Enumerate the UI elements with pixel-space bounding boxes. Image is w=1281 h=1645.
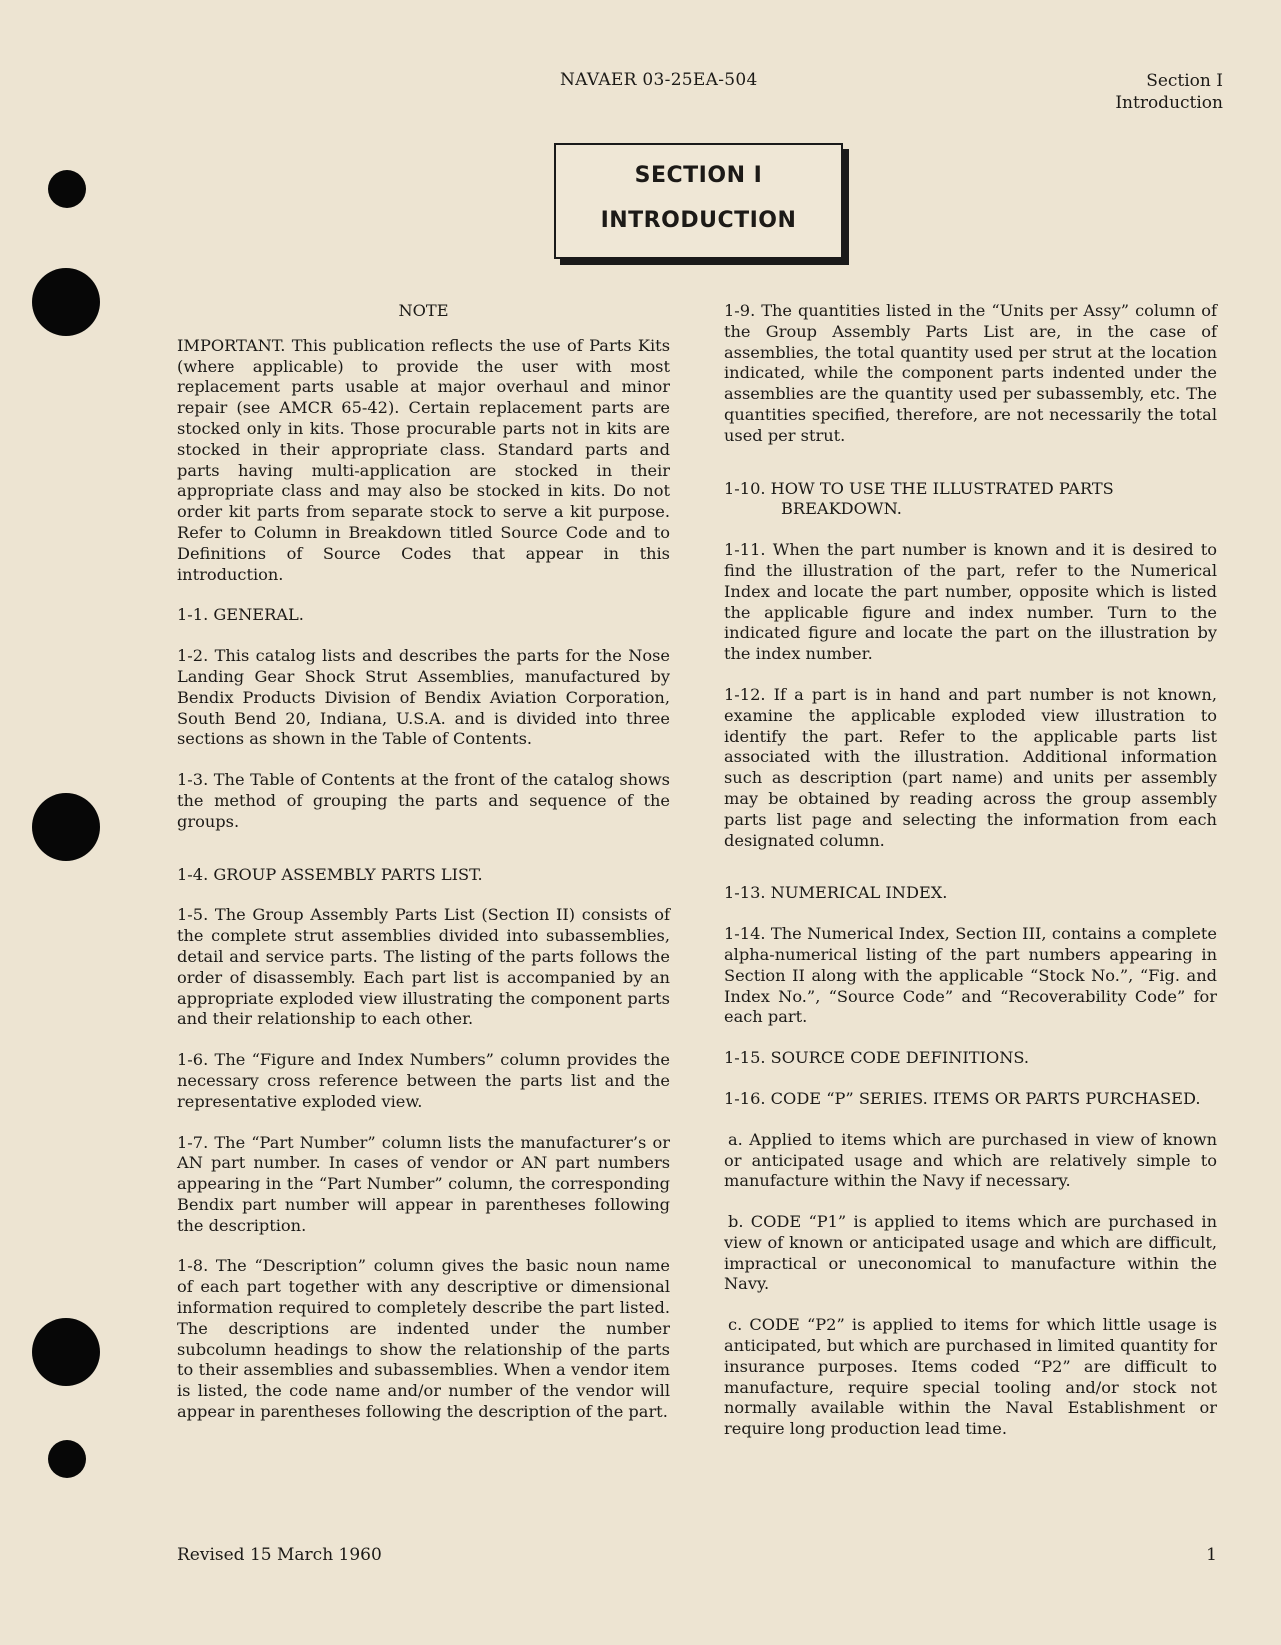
paragraph-1-2: 1-2. This catalog lists and describes the parts for the Nose Landing Gear Shock Strut Assemblies, manufactured by Bendix Products Division of Bendix Aviation Corporation, South Bend 20, Indiana, U.S.A. and is divided into three sections as shown in the Table of Contents. bbox=[177, 646, 670, 749]
binder-hole-4 bbox=[32, 1318, 100, 1386]
binder-hole-5 bbox=[48, 1440, 86, 1478]
heading-1-10: 1-10. HOW TO USE THE ILLUSTRATED PARTS BREAKDOWN. bbox=[724, 478, 1114, 519]
paragraph-1-9: 1-9. The quantities listed in the “Units per Assy” column of the Group Assembly Parts List are, in the case of assemblies, the total quantity used per strut at the location indicated, while the component parts indented under the assemblies are the quantity used per subassembly, etc. The quantities specified, therefore, are not necessarily the total used per strut. bbox=[724, 301, 1217, 445]
section-title-box bbox=[554, 143, 843, 259]
section-title-line2: INTRODUCTION bbox=[600, 208, 797, 233]
left-column bbox=[177, 301, 670, 1443]
note-title: NOTE bbox=[398, 301, 449, 320]
binder-hole-1 bbox=[48, 170, 86, 208]
heading-1-16: 1-16. CODE “P” SERIES. ITEMS OR PARTS PURCHASED. bbox=[724, 1088, 1201, 1108]
paragraph-1-6: 1-6. The “Figure and Index Numbers” column provides the necessary cross reference between the parts list and the representative exploded view. bbox=[177, 1050, 670, 1111]
section-name: Introduction bbox=[1115, 93, 1223, 113]
note-body: IMPORTANT. This publication reflects the use of Parts Kits (where applicable) to provide the user with most replacement parts usable at major overhaul and minor repair (see AMCR 65-42). Certain replacement parts are stocked only in kits. Those procurable parts not in kits are stocked in their appropriate class. Standard parts and parts having multi-application are stocked in their appropriate class and may also be stocked in kits. Do not order kit parts from separate stock to serve a kit purpose. Refer to Column in Breakdown titled Source Code and to Definitions of Source Codes that appear in this introduction. bbox=[177, 335, 670, 584]
binder-hole-3 bbox=[32, 793, 100, 861]
paragraph-1-3: 1-3. The Table of Contents at the front of the catalog shows the method of grouping the parts and sequence of the groups. bbox=[177, 770, 670, 831]
paragraph-a: a. Applied to items which are purchased in view of known or anticipated usage and which are relatively simple to manufacture within the Navy if necessary. bbox=[724, 1129, 1217, 1191]
paragraph-1-7: 1-7. The “Part Number” column lists the manufacturer’s or AN part number. In cases of vendor or AN part numbers appearing in the “Part Number” column, the corresponding Bendix part number will appear in parentheses following the description. bbox=[177, 1132, 670, 1235]
section-header bbox=[1115, 70, 1223, 114]
section-title-line1: SECTION I bbox=[634, 163, 763, 188]
paragraph-1-8: 1-8. The “Description” column gives the basic noun name of each part together with any descriptive or dimensional information required to completely describe the part listed. The descriptions are indented under the number subcolumn headings to show the relationship of the parts to their assemblies and subassemblies. When a vendor item is listed, the code name and/or number of the vendor will appear in parentheses following the description of the part. bbox=[177, 1256, 670, 1422]
binder-hole-2 bbox=[32, 268, 100, 336]
heading-1-4: 1-4. GROUP ASSEMBLY PARTS LIST. bbox=[177, 864, 483, 884]
paragraph-c: c. CODE “P2” is applied to items for which little usage is anticipated, but which are purchased in limited quantity for insurance purposes. Items coded “P2” are difficult to manufacture, require special tooling and/or stock not normally available within the Naval Establishment or require long production lead time. bbox=[724, 1315, 1217, 1439]
paragraph-1-14: 1-14. The Numerical Index, Section III, contains a complete alpha-numerical listing of the part numbers appearing in Section II along with the applicable “Stock No.”, “Fig. and Index No.”, “Source Code” and “Recoverability Code” for each part. bbox=[724, 924, 1217, 1027]
document-number: NAVAER 03-25EA-504 bbox=[560, 70, 758, 90]
paragraph-1-5: 1-5. The Group Assembly Parts List (Section II) consists of the complete strut assemblies divided into subassemblies, detail and service parts. The listing of the parts follows the order of disassembly. Each part list is accompanied by an appropriate exploded view illustrating the component parts and their relationship to each other. bbox=[177, 905, 670, 1029]
page-number: 1 bbox=[1206, 1545, 1217, 1565]
paragraph-1-11: 1-11. When the part number is known and it is desired to find the illustration of the part, refer to the Numerical Index and locate the part number, opposite which is listed the applicable figure and index number. Turn to the indicated figure and locate the part on the illustration by the index number. bbox=[724, 540, 1217, 664]
section-label: Section I bbox=[1146, 71, 1223, 91]
heading-1-13: 1-13. NUMERICAL INDEX. bbox=[724, 883, 948, 903]
right-column bbox=[724, 301, 1217, 1460]
paragraph-b: b. CODE “P1” is applied to items which are purchased in view of known or anticipated usage and which are difficult, impractical or uneconomical to manufacture within the Navy. bbox=[724, 1212, 1217, 1294]
heading-1-15: 1-15. SOURCE CODE DEFINITIONS. bbox=[724, 1048, 1030, 1068]
paragraph-1-12: 1-12. If a part is in hand and part number is not known, examine the applicable exploded view illustration to identify the part. Refer to the applicable parts list associated with the illustration. Additional information such as description (part name) and units per assembly may be obtained by reading across the group assembly parts list page and selecting the information from each designated column. bbox=[724, 684, 1217, 850]
heading-1-1: 1-1. GENERAL. bbox=[177, 605, 304, 625]
revision-date: Revised 15 March 1960 bbox=[177, 1545, 382, 1565]
